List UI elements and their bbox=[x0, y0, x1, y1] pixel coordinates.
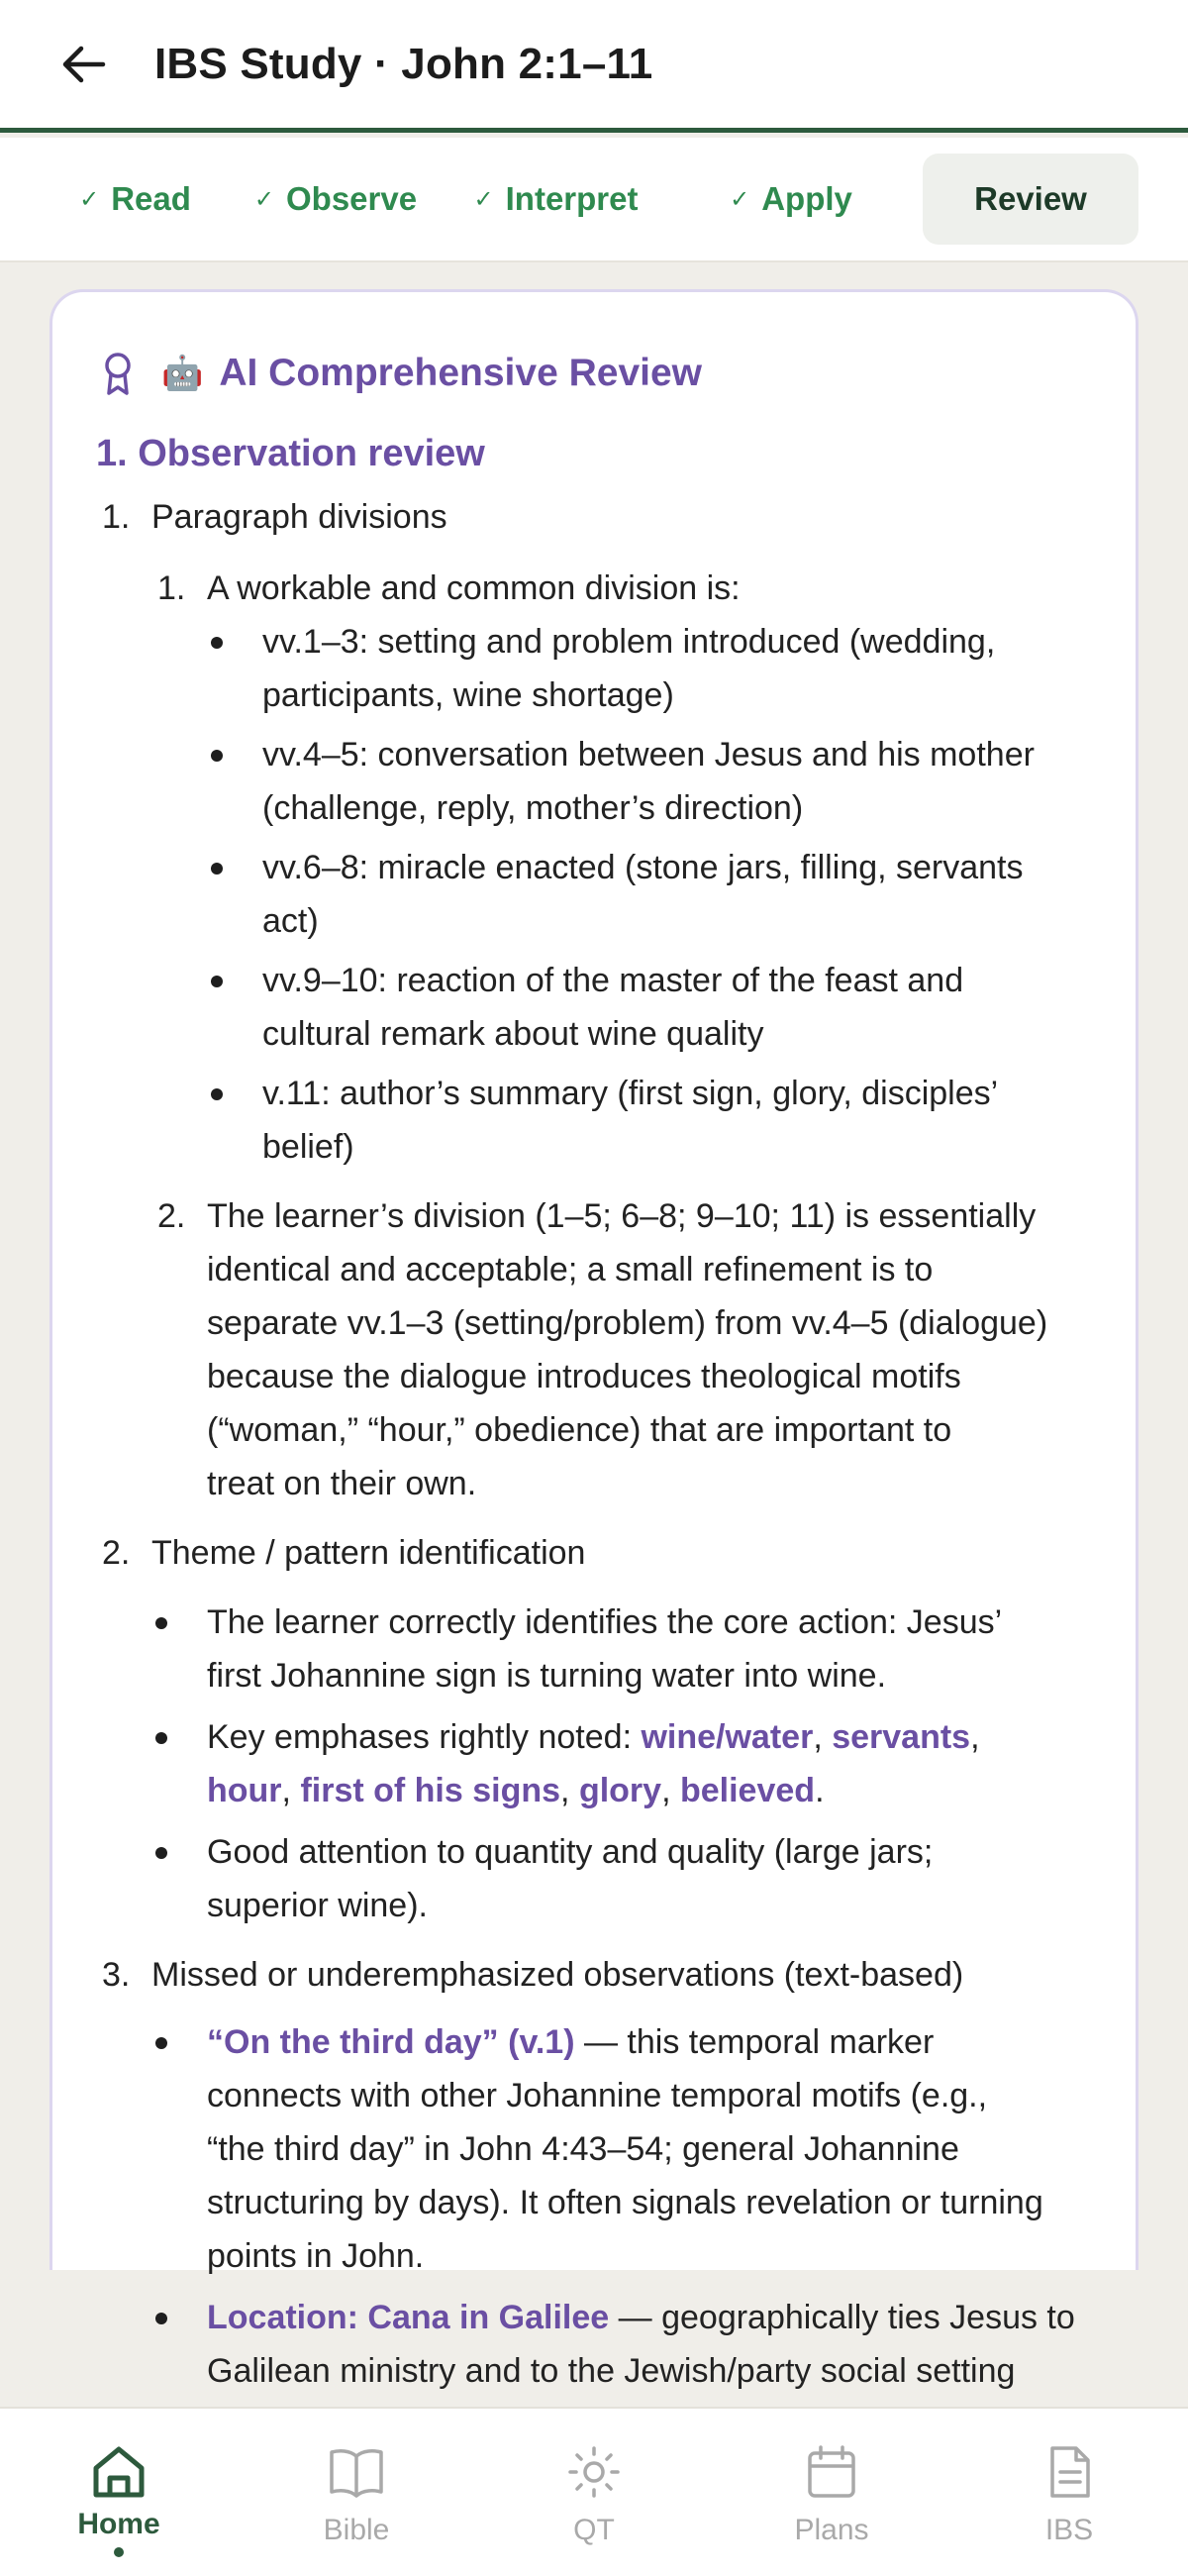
review-body bbox=[96, 490, 1092, 2398]
bottom-nav bbox=[0, 2407, 1188, 2576]
sun-icon bbox=[565, 2444, 623, 2500]
nav-home[interactable] bbox=[0, 2409, 238, 2576]
nav-label: IBS bbox=[1044, 2514, 1094, 2546]
bullet-icon bbox=[211, 976, 223, 987]
tab-label: Review bbox=[974, 180, 1087, 217]
highlight-term: wine/water bbox=[641, 1718, 814, 1756]
highlight-term: believed bbox=[679, 1772, 816, 1809]
text-line: v.11: author’s summary (first sign, glory, disciples’ bbox=[262, 1075, 999, 1112]
nav-label: Bible bbox=[323, 2514, 390, 2546]
nav-ibs[interactable] bbox=[950, 2409, 1188, 2576]
list-item bbox=[96, 1526, 1092, 1580]
list-item bbox=[207, 2015, 1092, 2283]
text-line: separate vv.1–3 (setting/problem) from vv.4–5 (dialogue) bbox=[207, 1304, 1048, 1342]
item-label: Paragraph divisions bbox=[151, 498, 447, 536]
active-indicator bbox=[114, 2547, 124, 2557]
check-icon: ✓ bbox=[253, 185, 274, 213]
arrow-left-icon bbox=[61, 45, 105, 84]
list-item bbox=[262, 615, 1092, 722]
review-card bbox=[50, 289, 1138, 2390]
separator: . bbox=[815, 1772, 825, 1809]
text-line: (challenge, reply, mother’s direction) bbox=[262, 789, 804, 827]
item-number: 3. bbox=[102, 1956, 131, 1994]
tab-label: Apply bbox=[761, 180, 852, 217]
text-line: structuring by days). It often signals revelation or turning bbox=[207, 2184, 1043, 2221]
tab-interpret[interactable] bbox=[435, 154, 677, 245]
tab-apply[interactable] bbox=[677, 154, 905, 245]
list-item bbox=[96, 490, 1092, 544]
item-number: 2. bbox=[102, 1534, 131, 1572]
book-icon bbox=[328, 2444, 385, 2500]
text-line: “the third day” in John 4:43–54; general Johannine bbox=[207, 2130, 959, 2168]
home-icon bbox=[90, 2444, 148, 2500]
highlight-term: glory bbox=[578, 1772, 662, 1809]
list-item bbox=[262, 954, 1092, 1061]
highlight-term: hour bbox=[207, 1772, 282, 1809]
text-line bbox=[207, 2015, 1092, 2069]
page-title: IBS Study · John 2:1–11 bbox=[154, 39, 653, 88]
check-icon: ✓ bbox=[730, 185, 750, 213]
calendar-icon bbox=[803, 2444, 860, 2500]
separator: , bbox=[813, 1718, 833, 1756]
list-item bbox=[262, 841, 1092, 948]
text-line: connects with other Johannine temporal motifs (e.g., bbox=[207, 2077, 988, 2114]
bullet-list bbox=[96, 2015, 1092, 2398]
bullet-icon bbox=[155, 1732, 167, 1744]
app-header bbox=[0, 0, 1188, 133]
separator: , bbox=[970, 1718, 980, 1756]
list-item bbox=[96, 562, 1092, 615]
list-item bbox=[96, 1189, 1092, 1510]
tab-label: Interpret bbox=[505, 180, 639, 217]
text-line: participants, wine shortage) bbox=[262, 676, 674, 714]
text-line: vv.1–3: setting and problem introduced (wedding, bbox=[262, 623, 996, 661]
review-header bbox=[96, 344, 1092, 403]
bullet-list bbox=[96, 615, 1092, 1174]
text-line: The learner correctly identifies the core action: Jesus’ bbox=[207, 1603, 1003, 1641]
check-icon: ✓ bbox=[79, 185, 100, 213]
bullet-icon bbox=[211, 637, 223, 649]
check-icon: ✓ bbox=[473, 185, 494, 213]
tab-label: Observe bbox=[286, 180, 418, 217]
text-line: vv.4–5: conversation between Jesus and his mother bbox=[262, 736, 1035, 773]
text-line: (“woman,” “hour,” obedience) that are important to bbox=[207, 1411, 952, 1449]
item-number: 1. bbox=[102, 498, 131, 536]
bullet-icon bbox=[155, 1617, 167, 1629]
section-title: 1. Observation review bbox=[96, 433, 485, 474]
review-title: AI Comprehensive Review bbox=[219, 352, 703, 394]
list-item bbox=[96, 1948, 1092, 2002]
text-line: vv.9–10: reaction of the master of the feast and bbox=[262, 962, 964, 999]
bullet-list bbox=[96, 1596, 1092, 1932]
nav-label: QT bbox=[573, 2514, 615, 2546]
item-label: Theme / pattern identification bbox=[151, 1534, 586, 1572]
tab-review[interactable] bbox=[923, 154, 1138, 245]
nav-plans[interactable] bbox=[713, 2409, 950, 2576]
item-number: 2. bbox=[157, 1197, 186, 1235]
nav-bible[interactable] bbox=[238, 2409, 475, 2576]
back-button[interactable] bbox=[44, 25, 123, 104]
text-fragment: — geographically ties Jesus to bbox=[609, 2299, 1075, 2336]
list-item bbox=[207, 1825, 1092, 1932]
text-line bbox=[207, 1764, 1092, 1817]
text-line: points in John. bbox=[207, 2237, 425, 2275]
text-fragment: — this temporal marker bbox=[574, 2023, 935, 2061]
text-line: act) bbox=[262, 902, 319, 940]
text-line: Good attention to quantity and quality (large jars; bbox=[207, 1833, 934, 1871]
nav-label: Plans bbox=[794, 2514, 869, 2546]
item-text: A workable and common division is: bbox=[207, 569, 741, 607]
tab-read[interactable] bbox=[34, 154, 237, 245]
bullet-icon bbox=[155, 2313, 167, 2324]
text-line bbox=[207, 1710, 1092, 1764]
text-line: The learner’s division (1–5; 6–8; 9–10; 11) is essentially bbox=[207, 1197, 1037, 1235]
nav-qt[interactable] bbox=[475, 2409, 713, 2576]
highlight-term: Location: Cana in Galilee bbox=[207, 2299, 610, 2336]
text-fragment: Key emphases rightly noted: bbox=[207, 1718, 642, 1756]
bullet-icon bbox=[155, 1847, 167, 1859]
tab-label: Read bbox=[111, 180, 191, 217]
list-item bbox=[262, 1067, 1092, 1174]
item-number: 1. bbox=[157, 569, 186, 607]
tab-observe[interactable] bbox=[237, 154, 435, 245]
list-item bbox=[207, 2291, 1092, 2398]
document-icon bbox=[1040, 2444, 1098, 2500]
text-line: superior wine). bbox=[207, 1887, 428, 1924]
list-item bbox=[207, 1710, 1092, 1817]
text-line: treat on their own. bbox=[207, 1465, 477, 1502]
separator: , bbox=[661, 1772, 680, 1809]
text-line: belief) bbox=[262, 1128, 354, 1166]
robot-icon: 🤖 bbox=[161, 355, 204, 392]
list-item bbox=[262, 728, 1092, 835]
highlight-term: first of his signs bbox=[300, 1772, 561, 1809]
list-item bbox=[207, 1596, 1092, 1702]
text-line: identical and acceptable; a small refinement is to bbox=[207, 1251, 934, 1288]
separator: , bbox=[281, 1772, 301, 1809]
bullet-icon bbox=[211, 750, 223, 762]
text-line bbox=[207, 2291, 1092, 2344]
text-line: first Johannine sign is turning water into wine. bbox=[207, 1657, 887, 1695]
text-line: vv.6–8: miracle enacted (stone jars, filling, servants bbox=[262, 849, 1024, 886]
nav-label: Home bbox=[77, 2508, 160, 2540]
text-line: Galilean ministry and to the Jewish/party social setting bbox=[207, 2352, 1016, 2390]
step-tabs bbox=[0, 138, 1188, 262]
bullet-icon bbox=[211, 1088, 223, 1100]
text-line: because the dialogue introduces theological motifs bbox=[207, 1358, 961, 1395]
separator: , bbox=[560, 1772, 579, 1809]
text-line: cultural remark about wine quality bbox=[262, 1015, 764, 1053]
highlight-term: “On the third day” (v.1) bbox=[207, 2023, 575, 2061]
award-ribbon-icon bbox=[103, 352, 133, 395]
bullet-icon bbox=[155, 2037, 167, 2049]
item-label: Missed or underemphasized observations (text-based) bbox=[151, 1956, 964, 1994]
highlight-term: servants bbox=[832, 1718, 971, 1756]
bullet-icon bbox=[211, 863, 223, 875]
